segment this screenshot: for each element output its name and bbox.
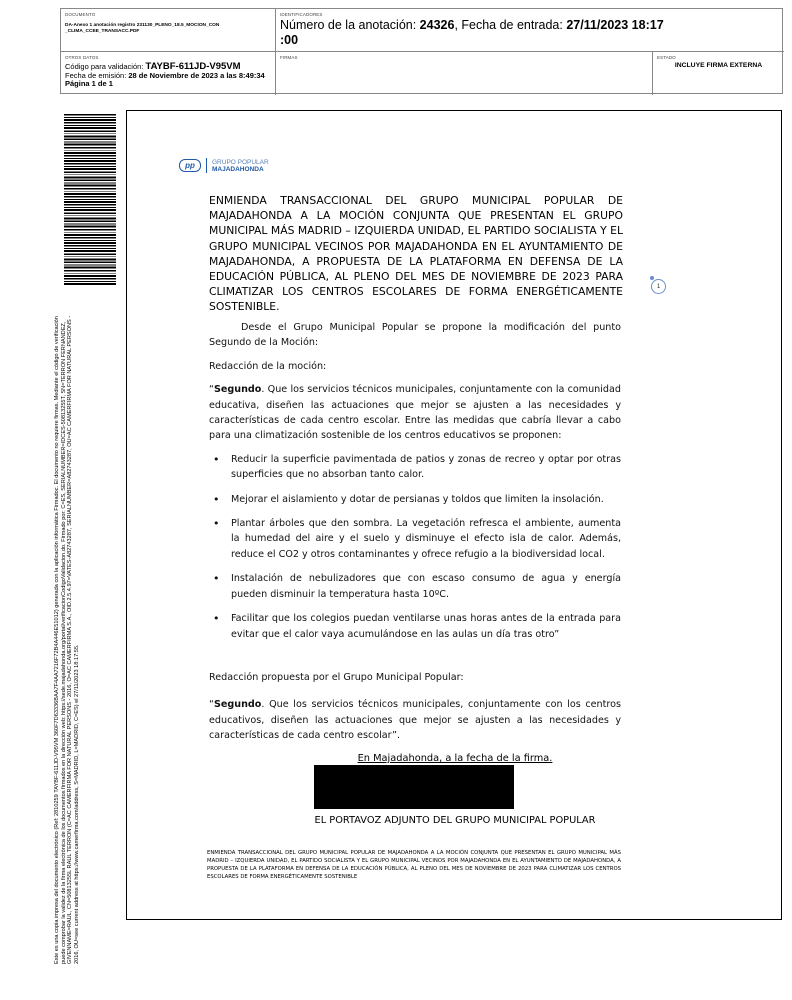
- anotacion-text: [280, 18, 780, 48]
- measures-list: [209, 452, 621, 642]
- fecha-entrada-prefix: , Fecha de entrada:: [454, 18, 567, 32]
- documento-label: DOCUMENTO: [65, 12, 96, 17]
- anotacion-prefix: Número de la anotación:: [280, 18, 420, 32]
- mocion-quote: [209, 382, 621, 444]
- documento-cell: [61, 9, 276, 52]
- otros-datos-cell: [61, 52, 276, 95]
- documento-name: DA-Anexo 1 anotación registro 231130_PLENO_18.5_MOCION_CON _CLIMA_CCEE_TRANSACC.PDF: [65, 23, 220, 34]
- redaccion-mocion-heading: Redacción de la moción:: [209, 360, 327, 372]
- emision-prefix: Fecha de emisión:: [65, 70, 129, 80]
- estado-label: ESTADO: [657, 55, 676, 60]
- identificadores-cell: [276, 9, 784, 52]
- registry-header: [60, 8, 783, 94]
- comment-badge[interactable]: 1: [651, 279, 666, 294]
- list-item: • Facilitar que los colegios puedan ventilarse unas horas antes de la entrada para evitar que el calor vaya acumulándose en las aulas un día tras otro”: [231, 611, 621, 642]
- signature-date-line: En Majadahonda, a la fecha de la firma.: [357, 753, 553, 764]
- otros-datos-values: [65, 63, 271, 89]
- list-item: • Mejorar el aislamiento y dotar de persianas y toldos que limiten la insolación.: [231, 492, 621, 507]
- quote-open: “: [209, 384, 214, 396]
- propuesta-quote: [209, 697, 621, 743]
- firmas-label: FIRMAS: [280, 55, 298, 60]
- quote-open: “: [209, 699, 214, 711]
- quote-bold: Segundo: [213, 699, 262, 711]
- pagina-info: Página 1 de 1: [65, 79, 113, 88]
- firmas-cell: [276, 52, 653, 95]
- party-logo: [179, 158, 269, 173]
- footer-title: ENMIENDA TRANSACCIONAL DEL GRUPO MUNICIPAL POPULAR DE MAJADAHONDA A LA MOCIÓN CONJUNTA QUE PRESENTAN EL GRUPO MUNICIPAL MÁS MADRID – IZQUIERDA UNIDAD, EL PARTIDO SOCIALISTA Y EL GRUPO MUNICIPAL VECINOS POR MAJADAHONDA EN EL AYUNTAMIENTO DE MAJADAHONDA, A PROPUESTA DE LA PLATAFORMA EN DEFENSA DE LA EDUCACIÓN PÚBLICA, AL PLENO DEL MES DE NOVIEMBRE DE 2023 PARA CLIMATIZAR LOS CENTROS ESCOLARES DE FORMA ENERGÉTICAMENTE SOSTENIBLE: [207, 850, 621, 881]
- quote-bold: Segundo: [213, 384, 262, 396]
- fecha-emision: 28 de Noviembre de 2023 a las 8:49:34: [128, 70, 265, 80]
- quote-text: . Que los servicios técnicos municipales, conjuntamente con la comunidad educativa, diseñen las actuaciones que mejor se ajusten a las necesidades y características de cada centro escolar. Entre las medidas que cabría llevar a cabo para una climatización sostenible de los centros educativos se proponen:: [209, 384, 621, 442]
- document-page: [126, 110, 782, 920]
- list-item: • Plantar árboles que den sombra. La vegetación refresca el ambiente, aumenta la humedad del aire y el suelo y disminuye el efecto isla de calor. Además, reduce el CO2 y otros contaminantes y ofrece refugio a la biodiversidad local.: [231, 516, 621, 562]
- estado-value: INCLUYE FIRMA EXTERNA: [674, 62, 763, 69]
- codigo-prefix: Código para validación:: [65, 62, 146, 71]
- verification-margin-text: Este es una copia impresa del documento electrónico (Ref: 2810259 TAYBF-611JD-V95VM 360F7D63336BAA7F4AA7216F72B4A446E51012) generada con la aplicación informática Firmadoc. El documento no requiere firmas. Mediante el código de verificación puede comprobar la validez de la firma electrónica de los documentos firmados en la dirección web: https://sede.majadahonda.org/portal/verificacionCodigoValidacion.do. Firmado por: C=ES, SERIALNUMBER=IDCES-50813255T, SN=TERRON FERNANDEZ, GIVENNAME=RAUL, CN=50813255L RAUL TERRON (C=AC CAMERFIRMA FOR NATURAL PERSONS - 2016, O=AC CAMERFIRMA S.A., OID.2.5.4.97=VATES-A82743287, SERIALNUMBER=A82743287, OU=AC CAMERFIRMA FOR NATURAL PERSONS - 2016, OU=see current address at https://www.camerfirma.com/address, S=MADRID, L=MADRID, C=ES) el 27/11/2023 18:17:55.: [54, 315, 80, 964]
- list-item: • Reducir la superficie pavimentada de patios y zonas de recreo y optar por otras superficies que no absorban tanto calor.: [231, 452, 621, 483]
- fecha-entrada-cont: :00: [280, 33, 299, 47]
- redacted-signature: [314, 765, 514, 809]
- redaccion-propuesta-heading: Redacción propuesta por el Grupo Municipal Popular:: [209, 671, 464, 683]
- barcode: [64, 114, 116, 286]
- document-title: ENMIENDA TRANSACCIONAL DEL GRUPO MUNICIPAL POPULAR DE MAJADAHONDA A LA MOCIÓN CONJUNTA QUE PRESENTAN EL GRUPO MUNICIPAL MÁS MADRID – IZQUIERDA UNIDAD, EL PARTIDO SOCIALISTA Y EL GRUPO MUNICIPAL VECINOS POR MAJADAHONDA EN EL AYUNTAMIENTO DE MAJADAHONDA, A PROPUESTA DE LA PLATAFORMA EN DEFENSA DE LA EDUCACIÓN PÚBLICA, AL PLENO DEL MES DE NOVIEMBRE DE 2023 PARA CLIMATIZAR LOS CENTROS ESCOLARES DE FORMA ENERGÉTICAMENTE SOSTENIBLE.: [209, 194, 623, 314]
- logo-text: [212, 159, 269, 173]
- logo-line-1: GRUPO POPULAR: [212, 158, 269, 166]
- identificadores-label: IDENTIFICADORES: [280, 12, 323, 17]
- quote-text: . Que los servicios técnicos municipales, conjuntamente con los centros educativos, diseñen las actuaciones que mejor se ajusten a las necesidades y características de cada centro escolar”.: [209, 699, 621, 742]
- codigo-validacion: TAYBF-611JD-V95VM: [145, 61, 241, 72]
- logo-line-2: MAJADAHONDA: [212, 165, 264, 173]
- document-body: [209, 320, 621, 744]
- list-item: • Instalación de nebulizadores que con escaso consumo de agua y energía pueden disminuir la temperatura hasta 10ºC.: [231, 571, 621, 602]
- anotacion-number: 24326: [419, 18, 455, 32]
- otros-datos-label: OTROS DATOS: [65, 55, 99, 60]
- logo-divider: [206, 158, 207, 173]
- fecha-entrada-value: 27/11/2023 18:17: [566, 18, 664, 32]
- estado-cell: [653, 52, 784, 95]
- signatory-role: EL PORTAVOZ ADJUNTO DEL GRUPO MUNICIPAL POPULAR: [314, 815, 596, 826]
- pp-logo-icon: pp: [179, 159, 201, 172]
- intro-paragraph: Desde el Grupo Municipal Popular se propone la modificación del punto Segundo de la Moción:: [209, 322, 621, 349]
